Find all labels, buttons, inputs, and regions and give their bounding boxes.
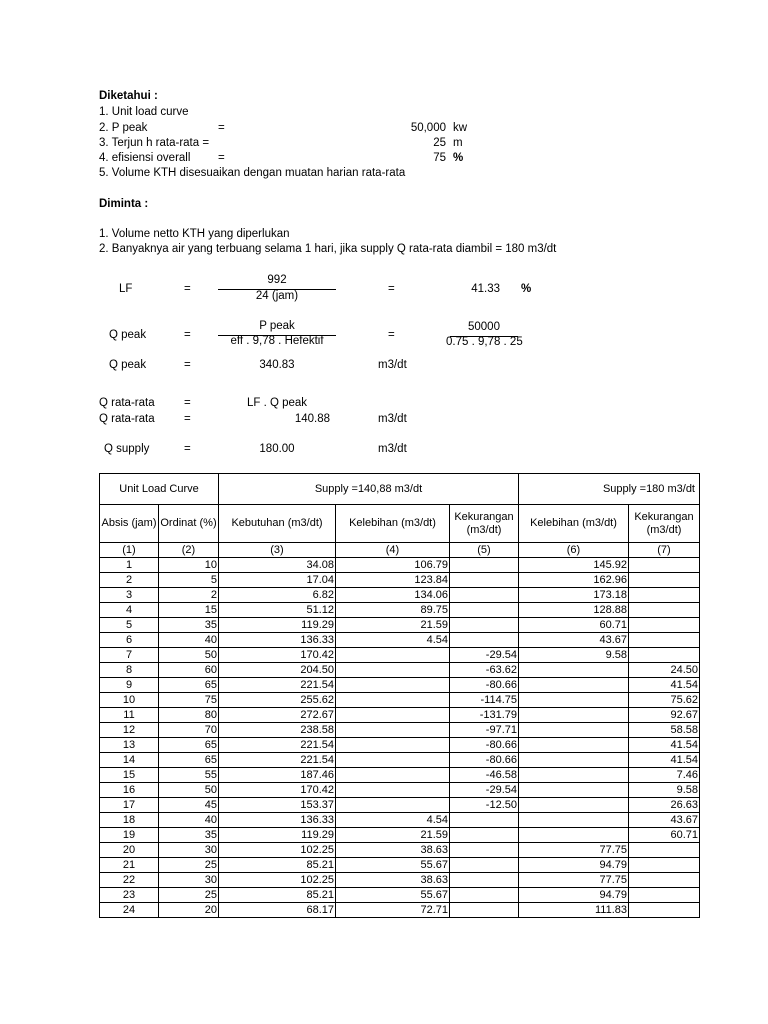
table-cell (629, 603, 700, 618)
table-cell: 77.75 (519, 843, 629, 858)
table-cell (519, 663, 629, 678)
table-cell: 94.79 (519, 858, 629, 873)
table-row (100, 783, 700, 798)
table-cell: 21.59 (336, 828, 450, 843)
table-cell: 187.46 (219, 768, 336, 783)
table-cell: 123.84 (336, 573, 450, 588)
table-cell (519, 798, 629, 813)
table-cell: 85.21 (219, 858, 336, 873)
table-cell (629, 873, 700, 888)
table-cell: 102.25 (219, 843, 336, 858)
table-cell (450, 843, 519, 858)
table-cell: 75 (159, 693, 219, 708)
qrr-formula-label: Q rata-rata (99, 397, 155, 409)
table-cell: 17 (100, 798, 159, 813)
table-cell (629, 903, 700, 918)
table-row (100, 828, 700, 843)
table-cell: 5 (100, 618, 159, 633)
table-cell: 70 (159, 723, 219, 738)
table-cell: 20 (100, 843, 159, 858)
known-item-4-eq: = (218, 152, 225, 164)
table-cell: 60.71 (519, 618, 629, 633)
qsupply-eq: = (184, 443, 191, 455)
table-cell: -114.75 (450, 693, 519, 708)
qsupply-label: Q supply (104, 443, 150, 455)
known-title: Diketahui : (99, 90, 158, 102)
table-cell: 162.96 (519, 573, 629, 588)
known-item-1: 1. Unit load curve (99, 106, 189, 118)
col-number: (4) (336, 543, 450, 558)
table-cell: 111.83 (519, 903, 629, 918)
table-cell: 38.63 (336, 873, 450, 888)
table-cell (519, 753, 629, 768)
table-cell: 94.79 (519, 888, 629, 903)
table-row (100, 693, 700, 708)
lf-eq2: = (388, 283, 395, 295)
qpeak-formula-denominator: eff . 9,78 . Hefektif (230, 335, 324, 347)
table-cell: -63.62 (450, 663, 519, 678)
table-cell: -80.66 (450, 738, 519, 753)
table-cell (336, 768, 450, 783)
table-cell: 7.46 (629, 768, 700, 783)
table-cell: 80 (159, 708, 219, 723)
table-cell: 1 (100, 558, 159, 573)
table-cell: 4.54 (336, 633, 450, 648)
table-cell: 14 (100, 753, 159, 768)
known-item-3-label: 3. Terjun h rata-rata = (99, 137, 210, 149)
table-cell: 13 (100, 738, 159, 753)
lf-eq: = (184, 283, 191, 295)
table-cell: 18 (100, 813, 159, 828)
qrr-eq: = (184, 413, 191, 425)
table-cell: 75.62 (629, 693, 700, 708)
table-cell: 10 (159, 558, 219, 573)
table-cell (450, 873, 519, 888)
table-cell: 35 (159, 828, 219, 843)
header-unit-load-curve: Unit Load Curve (100, 474, 219, 505)
table-cell (450, 813, 519, 828)
table-cell: 50 (159, 648, 219, 663)
table-row (100, 708, 700, 723)
table-row (100, 888, 700, 903)
table-cell: 16 (100, 783, 159, 798)
table-cell: 77.75 (519, 873, 629, 888)
known-item-2-label: 2. P peak (99, 122, 148, 134)
table-cell: 6.82 (219, 588, 336, 603)
table-cell (450, 828, 519, 843)
table-cell: 255.62 (219, 693, 336, 708)
qpeak-formula-eq2: = (388, 329, 395, 341)
table-row (100, 663, 700, 678)
table-cell: 24.50 (629, 663, 700, 678)
table-cell: 89.75 (336, 603, 450, 618)
table-cell: 3 (100, 588, 159, 603)
col-number: (2) (159, 543, 219, 558)
table-cell: 34.08 (219, 558, 336, 573)
table-cell (336, 693, 450, 708)
table-cell (336, 738, 450, 753)
table-cell: 41.54 (629, 753, 700, 768)
known-item-3-value: 25 (433, 137, 446, 149)
col-header-absis: Absis (jam) (100, 505, 159, 543)
table-cell: -80.66 (450, 753, 519, 768)
table-row (100, 738, 700, 753)
table-cell: 9.58 (629, 783, 700, 798)
col-header-kebutuhan: Kebutuhan (m3/dt) (219, 505, 336, 543)
table-cell: 23 (100, 888, 159, 903)
lf-value: 41.33 (471, 283, 500, 295)
table-cell (336, 663, 450, 678)
table-cell (519, 783, 629, 798)
table-cell: 119.29 (219, 828, 336, 843)
table-cell: 145.92 (519, 558, 629, 573)
table-row (100, 618, 700, 633)
table-cell: 58.58 (629, 723, 700, 738)
table-cell: 30 (159, 843, 219, 858)
table-cell: 15 (159, 603, 219, 618)
table-cell: 153.37 (219, 798, 336, 813)
table-cell (629, 888, 700, 903)
col-header-kelebihan-2: Kelebihan (m3/dt) (519, 505, 629, 543)
table-cell: 65 (159, 678, 219, 693)
table-row (100, 603, 700, 618)
table-row (100, 678, 700, 693)
table-cell: 40 (159, 813, 219, 828)
table-cell: 221.54 (219, 678, 336, 693)
table-cell: 2 (100, 573, 159, 588)
table-cell: -29.54 (450, 783, 519, 798)
table-cell: -80.66 (450, 678, 519, 693)
table-cell: 55.67 (336, 888, 450, 903)
table-cell: 25 (159, 888, 219, 903)
table-cell: 55 (159, 768, 219, 783)
lf-label: LF (119, 283, 133, 295)
lf-denominator: 24 (jam) (255, 290, 299, 302)
table-row (100, 573, 700, 588)
table-cell (336, 648, 450, 663)
known-item-4-value: 75 (433, 152, 446, 164)
known-item-4-label: 4. efisiensi overall (99, 152, 191, 164)
col-header-kekurangan-1: Kekurangan (m3/dt) (450, 505, 519, 543)
known-item-4-unit: % (453, 152, 464, 164)
table-cell (629, 573, 700, 588)
table-cell (450, 573, 519, 588)
qpeak-formula-numerator2: 50000 (468, 321, 500, 333)
table-cell (519, 738, 629, 753)
table-cell: 4 (100, 603, 159, 618)
lf-numerator: 992 (267, 274, 287, 286)
table-cell (519, 768, 629, 783)
table-cell: 21 (100, 858, 159, 873)
table-cell (336, 708, 450, 723)
table-cell: -29.54 (450, 648, 519, 663)
table-cell: 20 (159, 903, 219, 918)
table-cell: 238.58 (219, 723, 336, 738)
table-cell: 134.06 (336, 588, 450, 603)
qrr-value: 140.88 (294, 413, 330, 425)
table-cell (336, 723, 450, 738)
table-cell: 85.21 (219, 888, 336, 903)
table-cell: 2 (159, 588, 219, 603)
lf-unit: % (521, 283, 532, 295)
col-header-ordinat: Ordinat (%) (159, 505, 219, 543)
col-header-kelebihan-1: Kelebihan (m3/dt) (336, 505, 450, 543)
table-cell: 25 (159, 858, 219, 873)
table-row (100, 723, 700, 738)
asked-item-2: 2. Banyaknya air yang terbuang selama 1 hari, jika supply Q rata-rata diambil = 180 m3/dt (99, 243, 557, 255)
qsupply-value: 180.00 (259, 443, 295, 455)
table-cell: 72.71 (336, 903, 450, 918)
qrr-formula-eq: = (184, 397, 191, 409)
table-cell: 21.59 (336, 618, 450, 633)
table-cell (450, 633, 519, 648)
table-cell: 40 (159, 633, 219, 648)
table-row (100, 768, 700, 783)
table-cell (336, 783, 450, 798)
qpeak-label: Q peak (109, 359, 147, 371)
table-cell: 9.58 (519, 648, 629, 663)
table-cell (336, 678, 450, 693)
table-row (100, 798, 700, 813)
table-cell: 6 (100, 633, 159, 648)
table-cell: 41.54 (629, 678, 700, 693)
known-item-2-unit: kw (453, 122, 468, 134)
table-row (100, 873, 700, 888)
table-cell: 221.54 (219, 738, 336, 753)
table-cell (336, 753, 450, 768)
table-cell (450, 618, 519, 633)
table-cell: 68.17 (219, 903, 336, 918)
table-cell: 8 (100, 663, 159, 678)
table-cell (519, 678, 629, 693)
asked-item-1: 1. Volume netto KTH yang diperlukan (99, 228, 290, 240)
table-cell: 204.50 (219, 663, 336, 678)
qsupply-unit: m3/dt (378, 443, 407, 455)
table-cell (450, 558, 519, 573)
table-cell: 65 (159, 753, 219, 768)
table-cell: 22 (100, 873, 159, 888)
table-row (100, 858, 700, 873)
table-cell (519, 723, 629, 738)
table-cell: 102.25 (219, 873, 336, 888)
table-cell (450, 588, 519, 603)
table-cell (629, 558, 700, 573)
table-cell: -97.71 (450, 723, 519, 738)
table-cell (450, 858, 519, 873)
table-row (100, 558, 700, 573)
header-supply-180: Supply =180 m3/dt (519, 474, 700, 505)
table-cell: 15 (100, 768, 159, 783)
table-cell: 170.42 (219, 648, 336, 663)
table-cell (629, 858, 700, 873)
table-cell: 60.71 (629, 828, 700, 843)
table-cell: 9 (100, 678, 159, 693)
table-cell: 30 (159, 873, 219, 888)
known-item-2-value: 50,000 (410, 122, 446, 134)
table-cell (450, 603, 519, 618)
table-cell: 272.67 (219, 708, 336, 723)
table-cell: 17.04 (219, 573, 336, 588)
table-cell: 7 (100, 648, 159, 663)
qrr-label: Q rata-rata (99, 413, 155, 425)
table-row (100, 843, 700, 858)
table-body (100, 558, 700, 918)
table-cell (519, 828, 629, 843)
known-item-3-unit: m (453, 137, 463, 149)
qpeak-eq: = (184, 359, 191, 371)
table-cell: 26.63 (629, 798, 700, 813)
table-cell (450, 903, 519, 918)
table-row (100, 753, 700, 768)
table-cell: 136.33 (219, 813, 336, 828)
table-cell (519, 813, 629, 828)
qrr-unit: m3/dt (378, 413, 407, 425)
known-item-5: 5. Volume KTH disesuaikan dengan muatan harian rata-rata (99, 167, 406, 179)
table-cell: 50 (159, 783, 219, 798)
table-cell: 35 (159, 618, 219, 633)
table-cell: -46.58 (450, 768, 519, 783)
table-cell: 65 (159, 738, 219, 753)
col-number: (7) (629, 543, 700, 558)
unit-load-curve-table (99, 473, 700, 918)
table-cell: 24 (100, 903, 159, 918)
col-number: (5) (450, 543, 519, 558)
table-cell: 119.29 (219, 618, 336, 633)
table-cell: 19 (100, 828, 159, 843)
table-cell (629, 843, 700, 858)
table-cell: 92.67 (629, 708, 700, 723)
table-cell: 43.67 (519, 633, 629, 648)
qpeak-value: 340.83 (259, 359, 295, 371)
table-cell (450, 888, 519, 903)
table-cell (629, 588, 700, 603)
asked-title: Diminta : (99, 198, 149, 210)
qpeak-formula-label: Q peak (109, 329, 147, 341)
table-cell (629, 618, 700, 633)
qrr-formula-value: LF . Q peak (246, 397, 308, 409)
table-cell: -131.79 (450, 708, 519, 723)
qpeak-formula-eq: = (184, 329, 191, 341)
table-cell (519, 708, 629, 723)
table-cell: 11 (100, 708, 159, 723)
table-cell: -12.50 (450, 798, 519, 813)
table-cell: 38.63 (336, 843, 450, 858)
col-header-kekurangan-2: Kekurangan (m3/dt) (629, 505, 700, 543)
table-cell: 45 (159, 798, 219, 813)
table-cell: 43.67 (629, 813, 700, 828)
table-cell: 136.33 (219, 633, 336, 648)
table-cell (629, 648, 700, 663)
col-number: (1) (100, 543, 159, 558)
table-row (100, 648, 700, 663)
qpeak-formula-numerator: P peak (259, 320, 295, 332)
table-cell: 12 (100, 723, 159, 738)
table-cell: 221.54 (219, 753, 336, 768)
table-row (100, 633, 700, 648)
table-cell: 60 (159, 663, 219, 678)
table-cell: 106.79 (336, 558, 450, 573)
table-cell (519, 693, 629, 708)
table-cell: 55.67 (336, 858, 450, 873)
table-cell (629, 633, 700, 648)
table-cell: 5 (159, 573, 219, 588)
table-row (100, 903, 700, 918)
col-number: (3) (219, 543, 336, 558)
qpeak-formula-denominator2: 0.75 . 9,78 . 25 (446, 336, 523, 348)
table-row (100, 588, 700, 603)
col-number: (6) (519, 543, 629, 558)
table-cell: 10 (100, 693, 159, 708)
table-cell (336, 798, 450, 813)
header-supply-140: Supply =140,88 m3/dt (219, 474, 519, 505)
qpeak-unit: m3/dt (378, 359, 407, 371)
table-cell: 51.12 (219, 603, 336, 618)
table-cell: 41.54 (629, 738, 700, 753)
known-item-2-eq: = (218, 122, 225, 134)
table-cell: 128.88 (519, 603, 629, 618)
table-cell: 173.18 (519, 588, 629, 603)
table-cell: 4.54 (336, 813, 450, 828)
table-row (100, 813, 700, 828)
table-cell: 170.42 (219, 783, 336, 798)
